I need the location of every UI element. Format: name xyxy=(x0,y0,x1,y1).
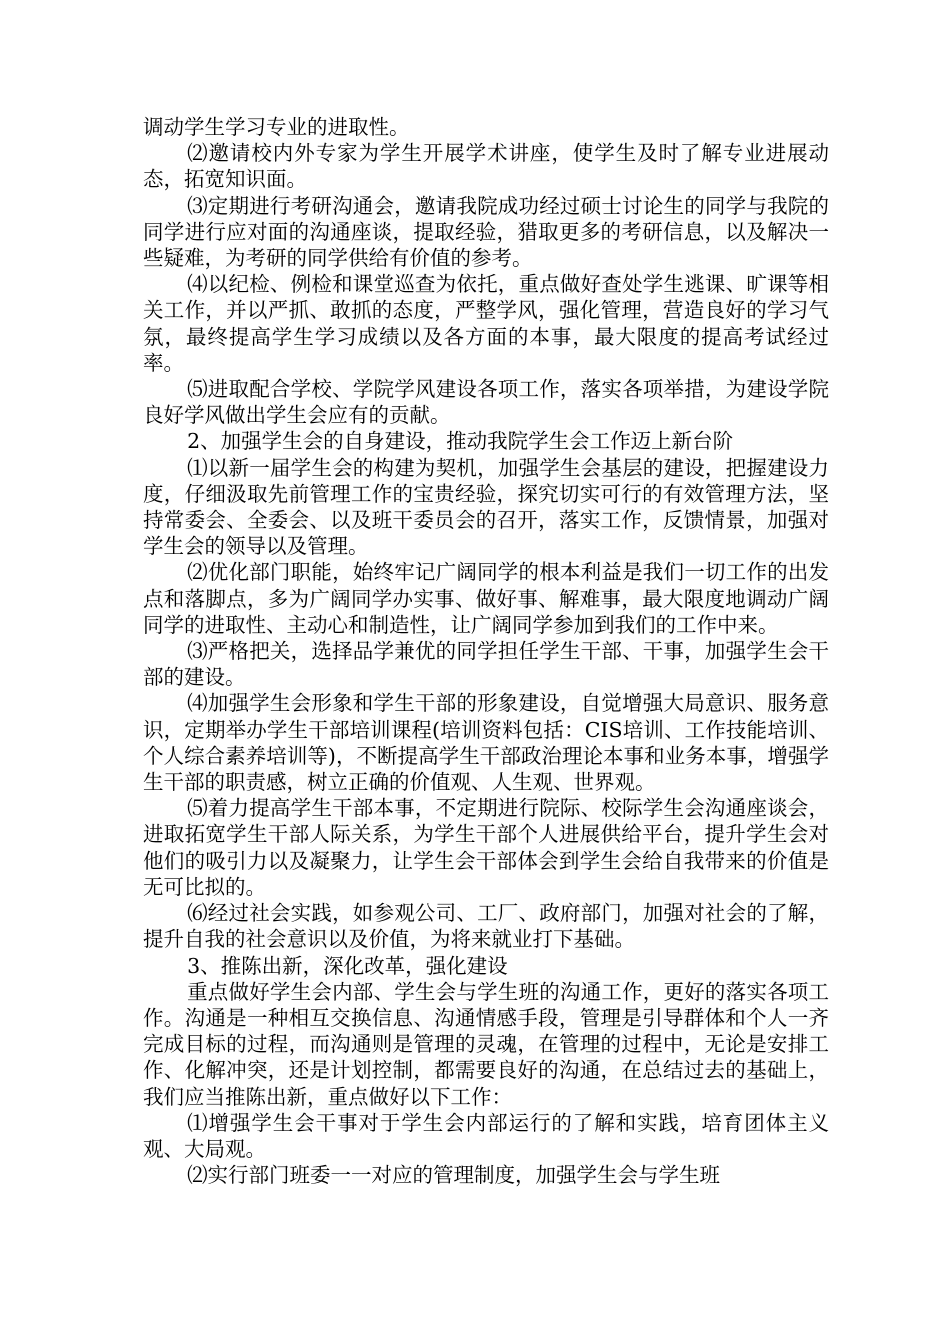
paragraph-item: ⑶定期进行考研沟通会，邀请我院成功经过硕士讨论生的同学与我院的同学进行应对面的沟通座谈，提取经验，猎取更多的考研信息，以及解决一些疑难，为考研的同学供给有价值的参考。 xyxy=(143,193,829,271)
paragraph-item: ⑴增强学生会干事对于学生会内部运行的了解和实践，培育团体主义观、大局观。 xyxy=(143,1110,829,1161)
paragraph-item: ⑸进取配合学校、学院学风建设各项工作，落实各项举措，为建设学院良好学风做出学生会应有的贡献。 xyxy=(143,377,829,428)
paragraph-item: ⑵邀请校内外专家为学生开展学术讲座，使学生及时了解专业进展动态，拓宽知识面。 xyxy=(143,141,829,192)
paragraph-item: ⑷以纪检、例检和课堂巡查为依托，重点做好查处学生逃课、旷课等相关工作，并以严抓、敢抓的态度，严整学风，强化管理，营造良好的学习气氛，最终提高学生学习成绩以及各方面的本事，最大限度的提高考试经过率。 xyxy=(143,272,829,375)
paragraph-continuation: 调动学生学习专业的进取性。 xyxy=(143,115,410,139)
paragraph-item: ⑸着力提高学生干部本事，不定期进行院际、校际学生会沟通座谈会，进取拓宽学生干部人际关系，为学生干部个人进展供给平台，提升学生会对他们的吸引力以及凝聚力，让学生会干部体会到学生会给自我带来的价值是无可比拟的。 xyxy=(143,796,829,899)
paragraph-item: ⑹经过社会实践，如参观公司、工厂、政府部门，加强对社会的了解，提升自我的社会意识以及价值，为将来就业打下基础。 xyxy=(143,901,829,952)
document-page xyxy=(143,114,829,1188)
paragraph-body: 重点做好学生会内部、学生会与学生班的沟通工作，更好的落实各项工作。沟通是一种相互交换信息、沟通情感手段，管理是引导群体和个人一齐完成目标的过程，而沟通则是管理的灵魂，在管理的过程中，无论是安排工作、化解冲突，还是计划控制，都需要良好的沟通，在总结过去的基础上，我们应当推陈出新，重点做好以下工作： xyxy=(143,979,829,1109)
paragraph-item: ⑴以新一届学生会的构建为契机，加强学生会基层的建设，把握建设力度，仔细汲取先前管理工作的宝贵经验，探究切实可行的有效管理方法，坚持常委会、全委会、以及班干委员会的召开，落实工作，反馈情景，加强对学生会的领导以及管理。 xyxy=(143,455,829,559)
paragraph-item: ⑷加强学生会形象和学生干部的形象建设，自觉增强大局意识、服务意识，定期举办学生干部培训课程(培训资料包括：CIS培训、工作技能培训、个人综合素养培训等)，不断提高学生干部政治理论本事和业务本事，增强学生干部的职责感，树立正确的价值观、人生观、世界观。 xyxy=(143,691,829,795)
paragraph-item: ⑵优化部门职能，始终牢记广阔同学的根本利益是我们一切工作的出发点和落脚点，多为广阔同学办实事、做好事、解难事，最大限度地调动广阔同学的进取性、主动心和制造性，让广阔同学参加到我们的工作中来。 xyxy=(143,560,829,637)
paragraph-item: ⑶严格把关，选择品学兼优的同学担任学生干部、干事，加强学生会干部的建设。 xyxy=(143,639,829,690)
section-heading: 2、加强学生会的自身建设，推动我院学生会工作迈上新台阶 xyxy=(187,429,734,454)
section-heading: 3、推陈出新，深化改革，强化建设 xyxy=(187,953,508,978)
paragraph-item: ⑵实行部门班委一一对应的管理制度，加强学生会与学生班 xyxy=(187,1163,721,1188)
